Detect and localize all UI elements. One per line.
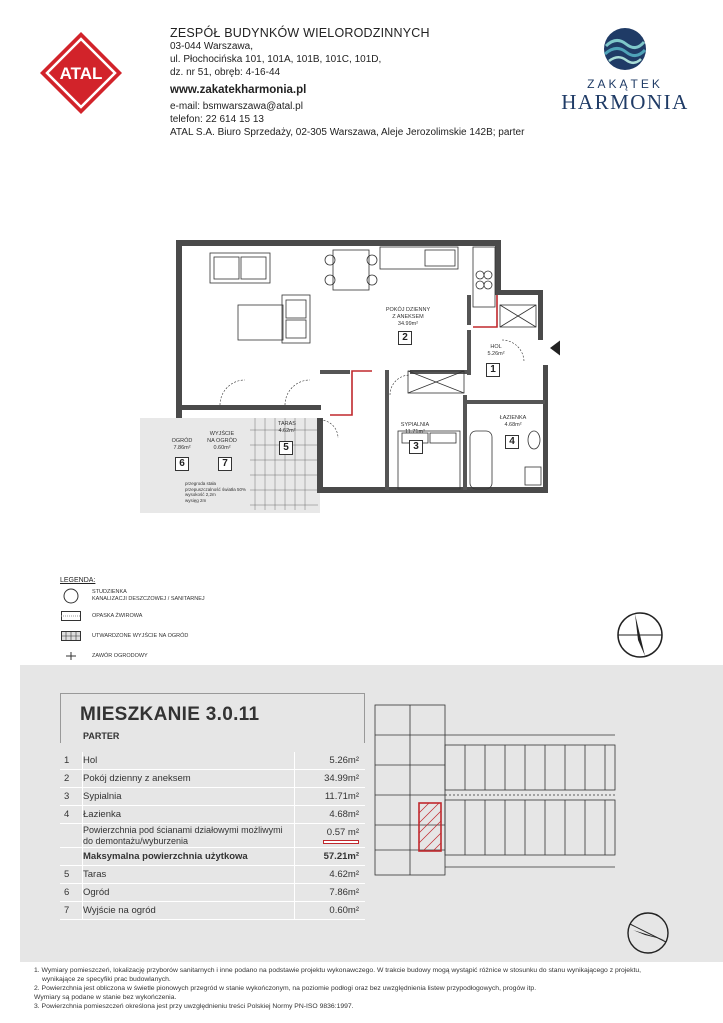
table-row <box>60 770 365 788</box>
room-name-living: POKÓJ DZIENNY Z ANEKSEM <box>385 307 431 320</box>
row-value: 4.62m² <box>329 869 359 880</box>
room-number-garden: 6 <box>175 457 189 471</box>
address-line-2: ul. Płochocińska 101, 101A, 101B, 101C, 101D, <box>170 54 382 65</box>
north-arrow-icon <box>615 610 665 660</box>
footnote-line: 3. Powierzchnia pomieszczeń określona jest przy uwzględnieniu treści Polskiej Normy PN-ISO 9836:1997. <box>34 1003 354 1010</box>
table-row <box>60 902 365 920</box>
header-title: ZESPÓŁ BUDYNKÓW WIELORODZINNYCH <box>170 26 430 40</box>
room-number-bathroom: 4 <box>505 435 519 449</box>
row-label: Ogród <box>83 887 110 898</box>
room-area-terrace: 4.62m² <box>278 428 296 434</box>
room-number-terrace: 5 <box>279 441 293 455</box>
row-label: Taras <box>83 869 107 880</box>
room-area-garden: 7.86m² <box>173 445 191 451</box>
row-label: Powierzchnia pod ścianami działowymi możliwymi do demontażu/wyburzenia <box>83 825 283 846</box>
partition-note: przegroda stała przepuszczalność światła 50% wysokość 2,2m wysięg 2m <box>185 481 247 503</box>
table-row <box>60 788 365 806</box>
zakatek-harmonia-logo <box>560 24 690 120</box>
manhole-icon <box>60 589 82 603</box>
row-value: 5.26m² <box>329 755 359 766</box>
room-area-bedroom: 11.71m² <box>405 429 425 435</box>
atal-logo-text: ATAL <box>59 64 103 83</box>
row-label: Łazienka <box>83 809 122 820</box>
north-arrow-icon <box>625 910 671 956</box>
footnotes <box>34 966 714 1011</box>
row-value: 11.71m² <box>324 791 359 802</box>
room-area-garden-exit: 0.60m² <box>213 445 231 451</box>
legend-text: STUDZIENKA KANALIZACJI DESZCZOWEJ / SANITARNEJ <box>92 589 205 602</box>
atal-logo <box>38 30 124 116</box>
row-label: Wyjście na ogród <box>83 905 156 916</box>
room-number-bedroom: 3 <box>409 440 423 454</box>
table-row <box>60 806 365 824</box>
legend-item <box>60 646 280 666</box>
room-label-garden-exit <box>200 431 244 452</box>
footnote-line: 2. Powierzchnia jest obliczona w świetle pionowych przegród w stanie wykończonym, na poziomie podłogi oraz bez uwzględnienia listew przypodłogowych, progów itp. <box>34 985 537 992</box>
legend-item <box>60 626 280 646</box>
demolishable-wall-marker <box>323 840 359 844</box>
row-number: 2 <box>64 773 70 784</box>
address-line-3: dz. nr 51, obręb: 4-16-44 <box>170 67 281 78</box>
room-label-bedroom <box>393 422 437 436</box>
table-row <box>60 752 365 770</box>
title-box-border <box>60 693 61 743</box>
header-info <box>170 26 560 139</box>
room-area-living: 34.99m² <box>397 321 419 327</box>
row-value: 34.99m² <box>324 773 359 784</box>
room-number-garden-exit: 7 <box>218 457 232 471</box>
row-number: 6 <box>64 887 70 898</box>
row-value: 4.68m² <box>329 809 359 820</box>
floor-plan <box>130 235 560 525</box>
row-number: 7 <box>64 905 70 916</box>
room-name-hall: HOL <box>490 344 502 350</box>
title-box-border <box>60 693 365 694</box>
footnote-line: wynikające ze specyfiki prac budowlanych. <box>42 976 171 983</box>
row-number: 4 <box>64 809 70 820</box>
row-value: 0.60m² <box>329 905 359 916</box>
row-label: Hol <box>83 755 98 766</box>
garden-valve-icon <box>60 649 82 663</box>
paved-exit-icon <box>60 629 82 643</box>
room-area-hall: 5.26m² <box>487 351 505 357</box>
legend-title: LEGENDA: <box>60 577 96 584</box>
apartment-title: MIESZKANIE 3.0.11 <box>80 704 260 725</box>
room-number-living: 2 <box>398 331 412 345</box>
row-value: 0.57 m² <box>326 827 359 838</box>
row-value: 7.86m² <box>329 887 359 898</box>
gravel-strip-icon <box>60 609 82 623</box>
wave-emblem-icon <box>560 24 690 76</box>
office-text: ATAL S.A. Biuro Sprzedaży, 02-305 Warszawa, Aleje Jerozolimskie 142B; parter <box>170 127 525 138</box>
legend <box>60 577 280 666</box>
row-number: 1 <box>64 755 70 766</box>
room-label-bathroom <box>494 415 532 429</box>
legend-item <box>60 606 280 626</box>
footnote-line: 1. Wymiary pomieszczeń, lokalizację przyborów sanitarnych i inne podano na podstawie projektu wykonawczego. W trakcie budowy mogą wystąpić różnice w stosunku do stanu wynikającego z projektu, <box>34 967 642 974</box>
row-number: 3 <box>64 791 70 802</box>
row-label: Pokój dzienny z aneksem <box>83 773 191 784</box>
phone-text: telefon: 22 614 15 13 <box>170 114 264 125</box>
email-text: e-mail: bsmwarszawa@atal.pl <box>170 101 303 112</box>
room-name-bathroom: ŁAZIENKA <box>499 415 527 421</box>
room-name-garden-exit: WYJŚCIE NA OGRÓD <box>207 431 237 444</box>
table-row-walls <box>60 824 365 848</box>
room-name-terrace: TARAS <box>278 421 296 427</box>
table-row <box>60 866 365 884</box>
legend-text: OPASKA ŻWIROWA <box>92 612 143 619</box>
room-area-bathroom: 4.68m² <box>504 422 522 428</box>
row-label: Maksymalna powierzchnia użytkowa <box>83 851 248 862</box>
row-number: 5 <box>64 869 70 880</box>
room-number-hall: 1 <box>486 363 500 377</box>
legend-item <box>60 586 280 606</box>
room-label-living <box>378 307 438 328</box>
building-key-plan <box>365 695 620 890</box>
apartment-floor: PARTER <box>83 731 120 741</box>
address-line-1: 03-044 Warszawa, <box>170 41 253 52</box>
footnote-line: Wymiary są podane w stanie bez wykończenia. <box>34 994 177 1001</box>
brand-bottom-text: HARMONIA <box>561 90 689 114</box>
brand-top-text: ZAKĄTEK <box>587 77 663 91</box>
area-table <box>60 752 365 920</box>
room-name-garden: OGRÓD <box>171 438 193 444</box>
room-name-bedroom: SYPIALNIA <box>400 422 430 428</box>
room-label-garden <box>164 438 200 452</box>
website-link[interactable]: www.zakatekharmonia.pl <box>170 84 307 96</box>
row-value: 57.21m² <box>323 851 359 862</box>
legend-text: UTWARDZONE WYJŚCIE NA OGRÓD <box>92 632 189 639</box>
room-label-hall <box>478 344 514 358</box>
row-label: Sypialnia <box>83 791 122 802</box>
room-label-terrace <box>270 421 304 435</box>
legend-text: ZAWÓR OGRODOWY <box>92 652 148 659</box>
table-row-total <box>60 848 365 866</box>
table-row <box>60 884 365 902</box>
